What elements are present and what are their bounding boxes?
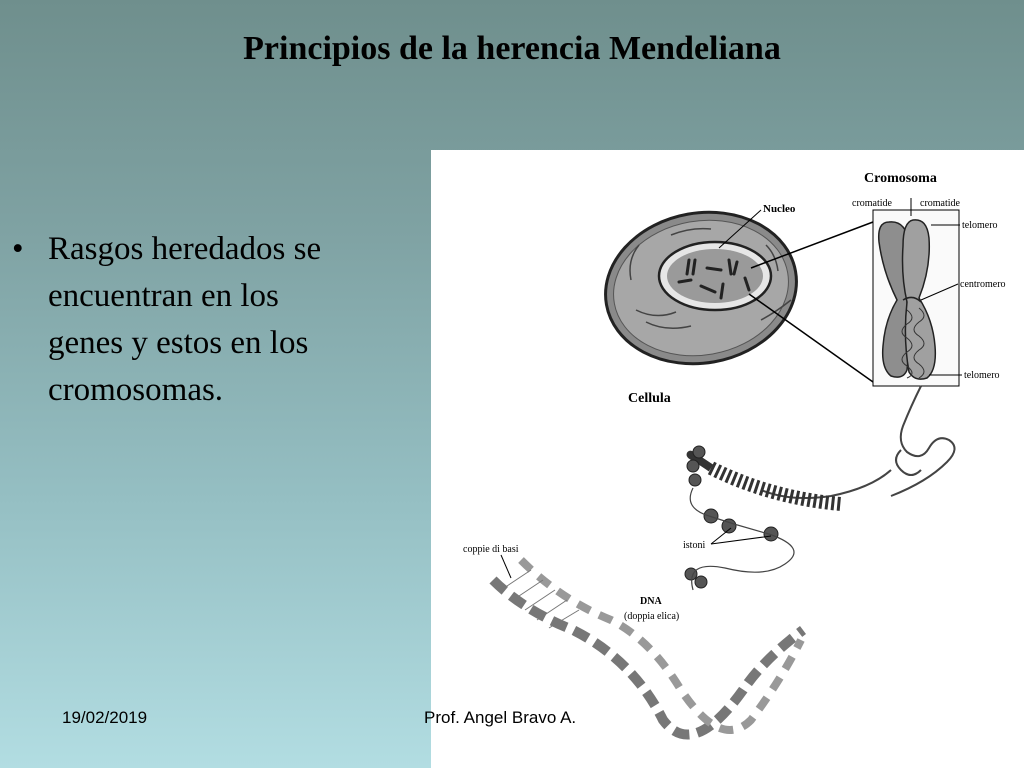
label-doppia-elica: (doppia elica) <box>624 611 680 622</box>
label-istoni: istoni <box>683 540 706 551</box>
label-dna: DNA <box>640 596 662 607</box>
cell-drawing <box>593 197 808 378</box>
label-cromatide-left: cromatide <box>852 198 892 209</box>
footer-date: 19/02/2019 <box>62 708 148 727</box>
label-nucleo: Nucleo <box>763 203 796 215</box>
label-telomero-top: telomero <box>962 220 998 231</box>
label-coppie-di-basi: coppie di basi <box>463 544 519 555</box>
footer-author: Prof. Angel Bravo A. <box>424 708 577 727</box>
slide-title: Principios de la herencia Mendeliana <box>243 30 781 67</box>
label-cellula: Cellula <box>628 391 671 406</box>
cell-chromosome-dna-illustration <box>431 150 1024 768</box>
bullet-text: Rasgos heredados se encuentran en los genes y estos en los cromosomas. <box>48 231 322 408</box>
nucleosome-chain <box>685 446 778 588</box>
label-cromatide-right: cromatide <box>920 198 960 209</box>
label-cromosoma: Cromosoma <box>864 171 937 186</box>
label-centromero: centromero <box>960 279 1006 290</box>
bullet-symbol: • <box>12 231 24 267</box>
chromatin-coil <box>761 386 955 498</box>
bullet-item <box>12 226 342 414</box>
label-telomero-bottom: telomero <box>964 370 1000 381</box>
